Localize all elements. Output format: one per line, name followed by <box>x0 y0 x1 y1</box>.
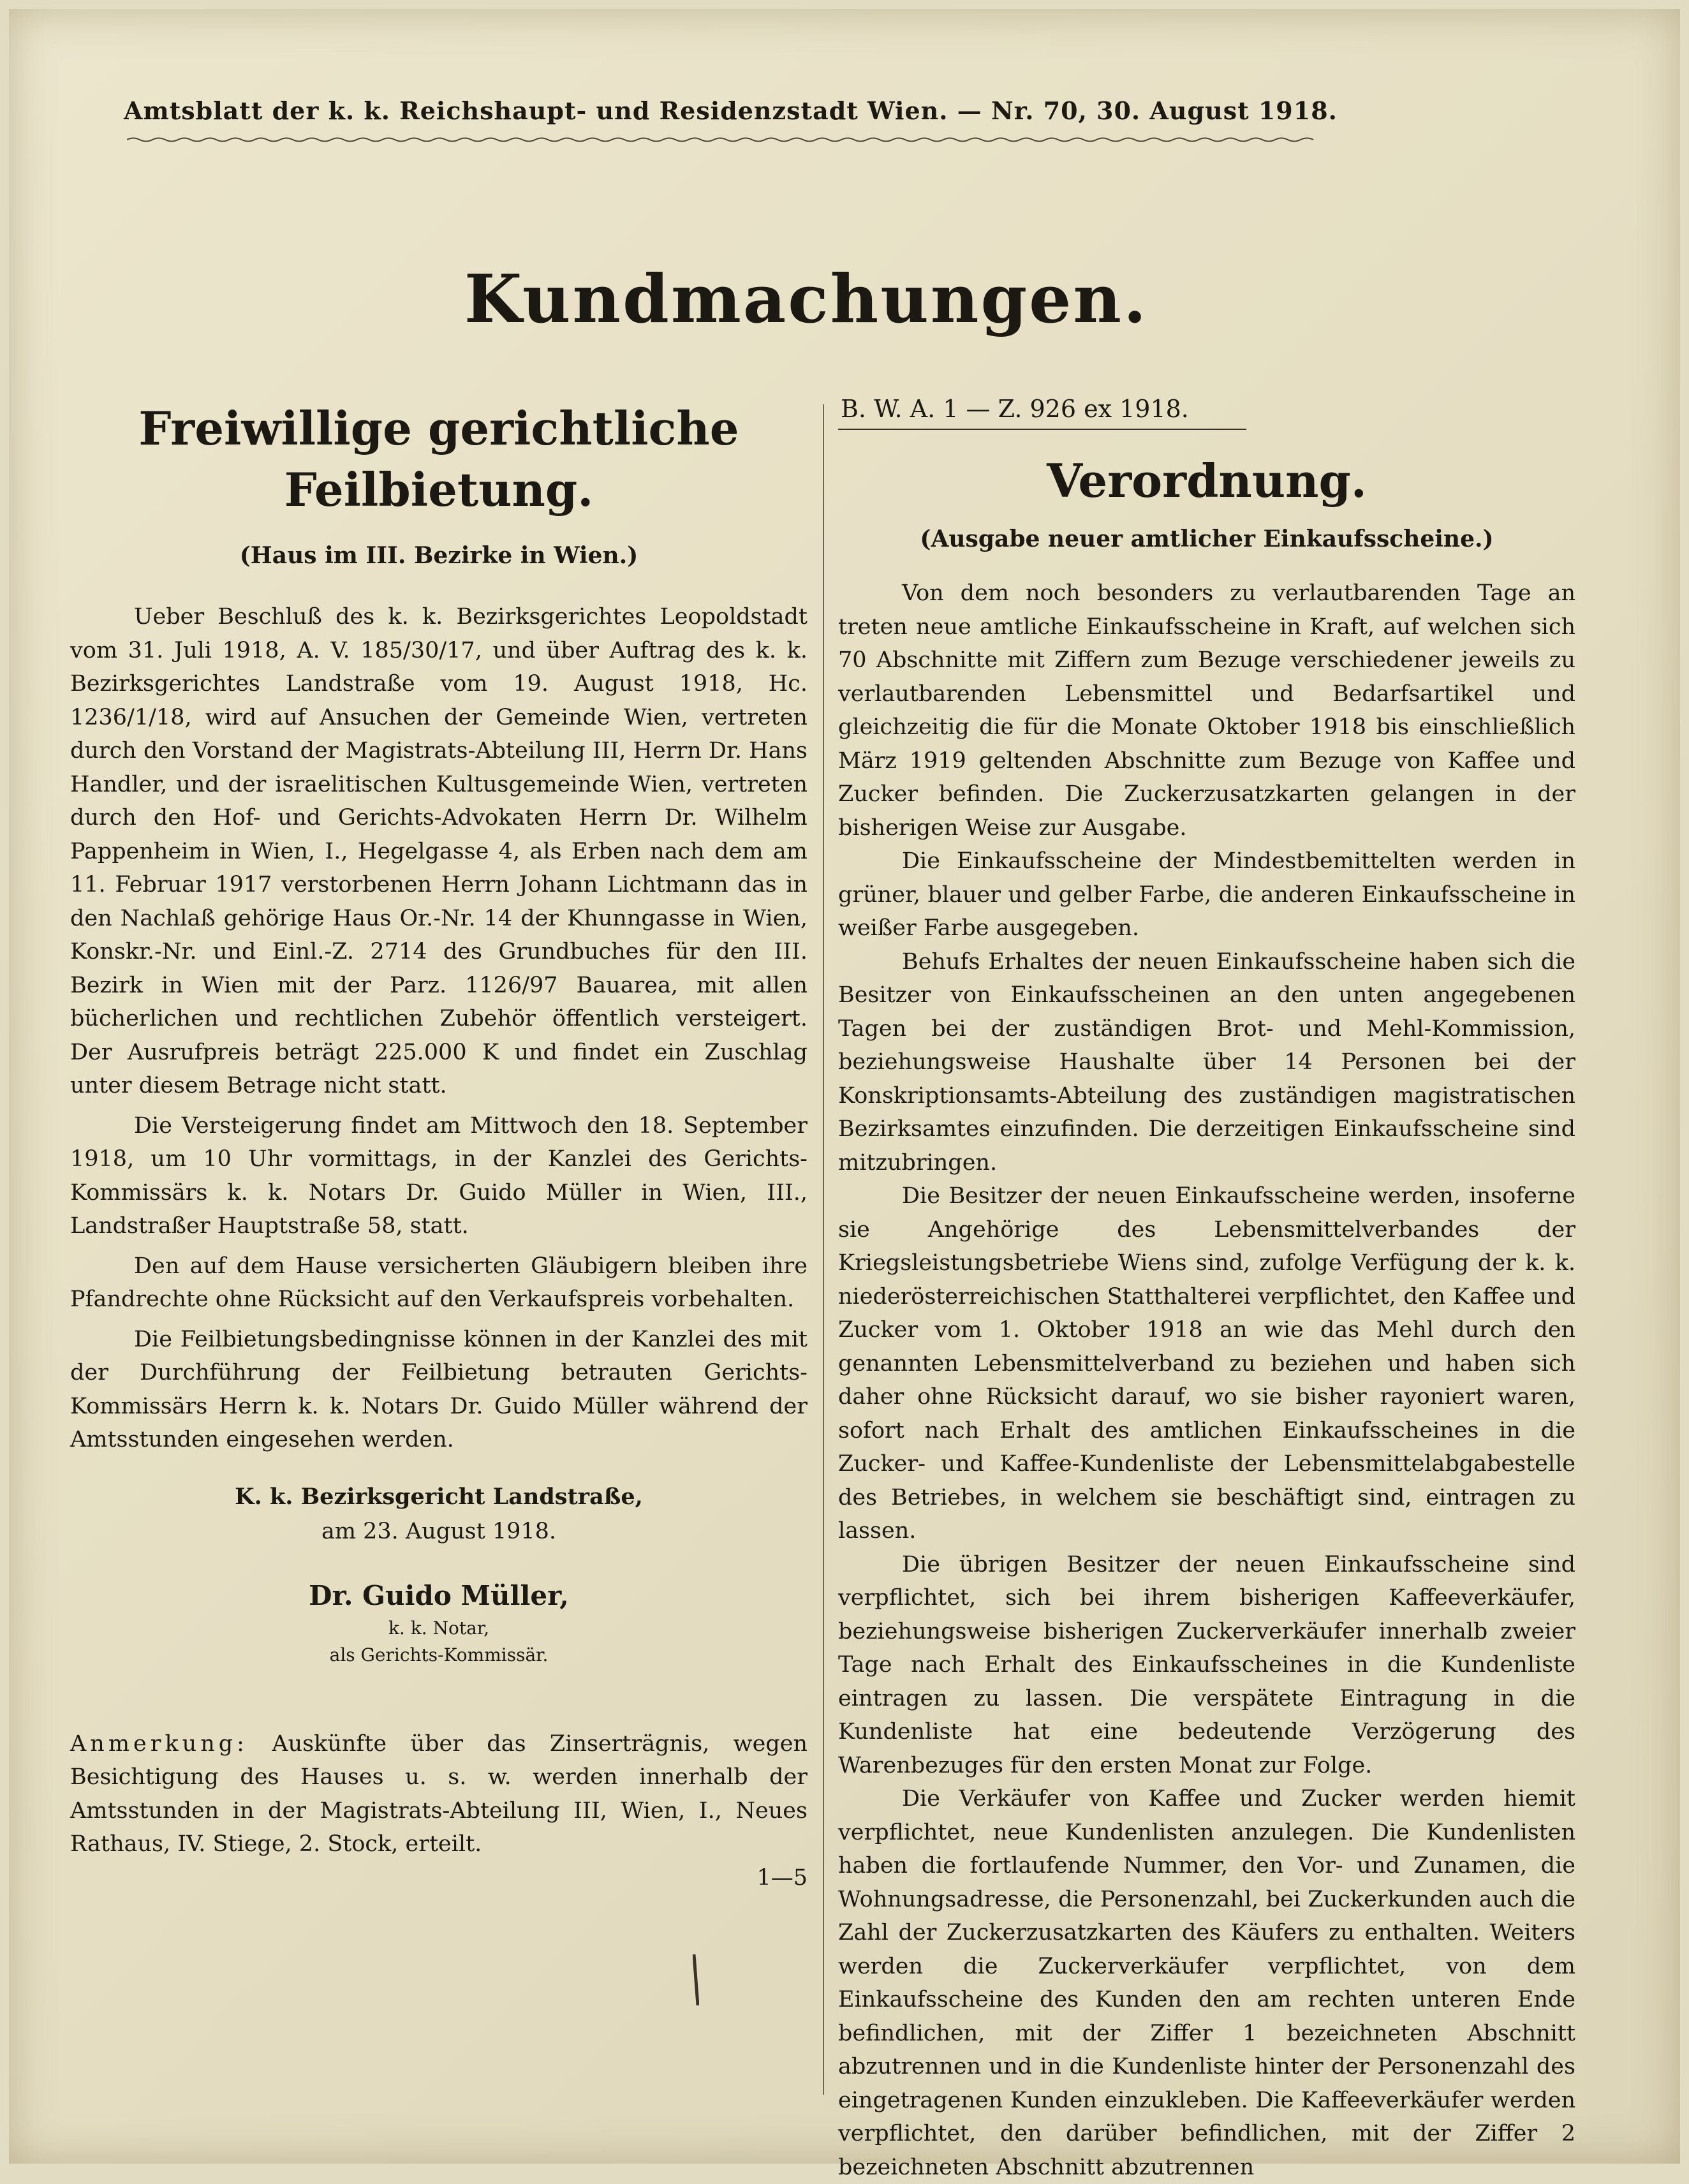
ordinance-subtitle: (Ausgabe neuer amtlicher Einkaufsscheine.) <box>920 526 1494 552</box>
note-label: Anmerkung: <box>70 1730 248 1757</box>
auction-title-line2: Feilbietung. <box>284 462 594 517</box>
ordinance-title: Verordnung. <box>1047 454 1367 508</box>
column-divider <box>823 404 824 2095</box>
note-number: 1—5 <box>756 1864 808 1891</box>
masthead-wavy-rule <box>127 136 1320 143</box>
auction-title-line1: Freiwillige gerichtliche <box>138 401 739 455</box>
ordinance-paragraph-3: Behufs Erhaltes der neuen Einkaufsscheine haben sich die Besitzer von Einkaufsscheinen an den unten angegebenen Tagen bei der zuständigen Brot- und Mehl-Kommission, beziehungsweise Haushalte über 14 Personen bei der Konskriptionsamts-Abteilung des zuständigen magistratischen Bezirksamtes einzufinden. Die derzeitigen Einkaufsscheine sind mitzubringen. <box>838 948 1575 1176</box>
page-title: Kundmachungen. <box>464 260 1149 338</box>
signer-name: Dr. Guido Müller, <box>309 1579 569 1611</box>
ordinance-paragraph-4: Die Besitzer der neuen Einkaufsscheine werden, insoferne sie Angehörige des Lebensmittelverbandes der Kriegsleistungsbetriebe Wiens sind, zufolge Verfügung der k. k. niederösterreichischen Statthalterei verpflichtet, den Kaffee und Zucker vom 1. Oktober 1918 an wie das Mehl durch den genannten Lebensmittelverband zu beziehen und haben sich daher ohne Rücksicht darauf, wo sie bisher rayoniert waren, sofort nach Erhalt des amtlichen Einkaufsscheines in die Zucker- und Kaffee-Kundenliste der Lebensmittelabgabestelle des Betriebes, in welchem sie beschäftigt sind, eintragen zu lassen. <box>838 1183 1575 1544</box>
right-column <box>838 392 1575 2184</box>
ordinance-paragraph-6: Die Verkäufer von Kaffee und Zucker werden hiemit verpflichtet, neue Kundenlisten anzulegen. Die Kundenlisten haben die fortlaufende Nummer, den Vor- und Zunamen, die Wohnungsadresse, die Personenzahl, bei Zuckerkunden auch die Zahl der Zuckerzusatzkarten des Käufers zu enthalten. Weiters werden die Zuckerverkäufer verpflichtet, von dem Einkaufsscheine des Kunden den am rechten unteren Ende befindlichen, mit der Ziffer 1 bezeichneten Abschnitt abzutrennen und in die Kundenliste hinter der Personenzahl des eingetragenen Kunden einzukleben. Die Kaffeeverkäufer werden verpflichtet, den darüber befindlichen, mit der Ziffer 2 bezeichneten Abschnitt abzutrennen <box>838 1786 1575 2180</box>
court-date: am 23. August 1918. <box>321 1518 557 1544</box>
newspaper-page <box>9 9 1680 2180</box>
court-signoff <box>70 1480 808 1549</box>
ordinance-paragraph-2: Die Einkaufsscheine der Mindestbemittelten werden in grüner, blauer und gelber Farbe, die anderen Einkaufsscheine in weißer Farbe ausgegeben. <box>838 848 1575 941</box>
ordinance-paragraph-1: Von dem noch besonders zu verlautbarenden Tage an treten neue amtliche Einkaufsscheine in Kraft, auf welchen sich 70 Abschnitte mit Ziffern zum Bezuge verschiedener jeweils zu verlautbarenden Lebensmittel und Bedarfsartikel und gleichzeitig die für die Monate Oktober 1918 bis einschließlich März 1919 geltenden Abschnitte zum Bezuge von Kaffee und Zucker befinden. Die Zuckerzusatzkarten gelangen in der bisherigen Weise zur Ausgabe. <box>838 580 1575 841</box>
reference-underline <box>838 429 1246 430</box>
note-footer <box>70 1861 808 1895</box>
note-paragraph <box>70 1727 808 1861</box>
left-column <box>70 398 808 1894</box>
signer-title-1: k. k. Notar, <box>388 1617 490 1639</box>
ordinance-paragraph-5: Die übrigen Besitzer der neuen Einkaufsscheine sind verpflichtet, sich bei ihrem bisherigen Kaffeeverkäufer, beziehungsweise bisherigen Zuckerverkäufer innerhalb zweier Tage nach Erhalt des Einkaufsscheines in die Kundenliste eintragen zu lassen. Die verspätete Eintragung in die Kundenliste hat eine bedeutende Verzögerung des Warenbezuges für den ersten Monat zur Folge. <box>838 1551 1575 1778</box>
court-name: K. k. Bezirksgericht Landstraße, <box>235 1483 643 1510</box>
auction-paragraph-4: Die Feilbietungsbedingnisse können in der Kanzlei des mit der Durchführung der Feilbietung betrauten Gerichts-Kommissärs Herrn k. k. Notars Dr. Guido Müller während der Amtsstunden eingesehen werden. <box>70 1326 808 1452</box>
ink-mark <box>693 1954 699 2005</box>
masthead: Amtsblatt der k. k. Reichshaupt- und Residenzstadt Wien. — Nr. 70, 30. August 1918. <box>124 96 1338 125</box>
auction-paragraph-3: Den auf dem Hause versicherten Gläubigern bleiben ihre Pfandrechte ohne Rücksicht auf den Verkaufspreis vorbehalten. <box>70 1253 808 1312</box>
auction-paragraph-2: Die Versteigerung findet am Mittwoch den 18. September 1918, um 10 Uhr vormittags, in der Kanzlei des Gerichts-Kommissärs k. k. Notars Dr. Guido Müller in Wien, III., Landstraßer Hauptstraße 58, statt. <box>70 1112 808 1239</box>
auction-subtitle: (Haus im III. Bezirke in Wien.) <box>239 542 638 569</box>
auction-paragraph-1: Ueber Beschluß des k. k. Bezirksgerichtes Leopoldstadt vom 31. Juli 1918, A. V. 185/30/17, und über Auftrag des k. k. Bezirksgerichtes Landstraße vom 19. August 1918, Hc. 1236/1/18, wird auf Ansuchen der Gemeinde Wien, vertreten durch den Vorstand der Magistrats-Abteilung III, Herrn Dr. Hans Handler, und der israelitischen Kultusgemeinde Wien, vertreten durch den Hof- und Gerichts-Advokaten Herrn Dr. Wilhelm Pappenheim in Wien, I., Hegelgasse 4, als Erben nach dem am 11. Februar 1917 verstorbenen Herrn Johann Lichtmann das in den Nachlaß gehörige Haus Or.-Nr. 14 der Khunngasse in Wien, Konskr.-Nr. und Einl.-Z. 2714 des Grundbuches für den III. Bezirk in Wien mit der Parz. 1126/97 Bauarea, mit allen bücherlichen und rechtlichen Zubehör öffentlich versteigert. Der Ausrufpreis beträgt 225.000 K und findet ein Zuschlag unter diesem Betrage nicht statt. <box>70 604 808 1098</box>
signer-title-2: als Gerichts-Kommissär. <box>329 1644 549 1665</box>
note-text: Auskünfte über das Zinserträgnis, wegen Besichtigung des Hauses u. s. w. werden innerhalb der Amtsstunden in der Magistrats-Abteilung III, Wien, I., Neues Rathaus, IV. Stiege, 2. Stock, erteilt. <box>70 1730 808 1857</box>
ordinance-reference: B. W. A. 1 — Z. 926 ex 1918. <box>841 395 1189 423</box>
